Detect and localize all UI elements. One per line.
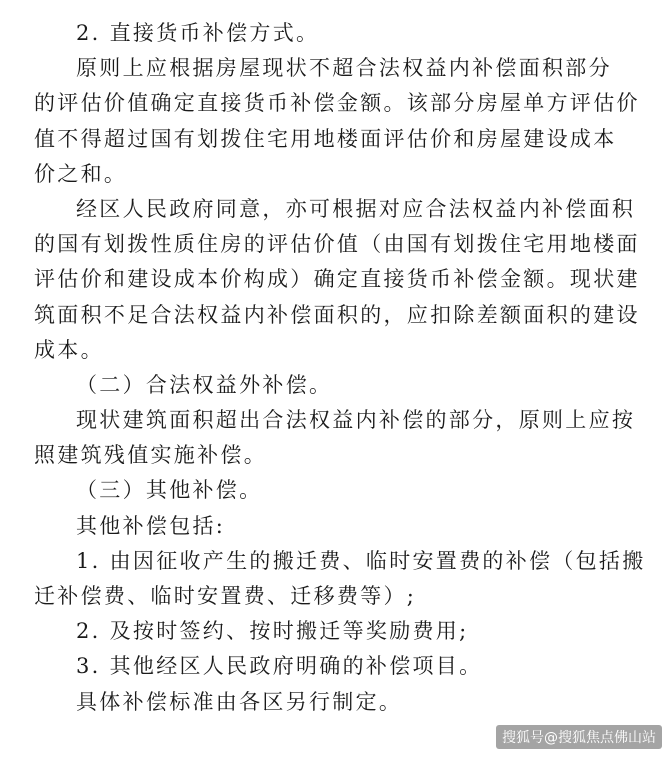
paragraph-line: 照建筑残值实施补偿。 bbox=[34, 443, 267, 468]
paragraph-line: 成本。 bbox=[34, 337, 104, 362]
heading-outside-legal-rights: （二）合法权益外补偿。 bbox=[76, 372, 333, 397]
paragraph-line: 筑面积不足合法权益内补偿面积的，应扣除差额面积的建设 bbox=[34, 302, 640, 327]
paragraph-line: 原则上应根据房屋现状不超合法权益内补偿面积部分 bbox=[76, 56, 612, 81]
paragraph-line: 具体补偿标准由各区另行制定。 bbox=[76, 689, 403, 714]
paragraph-line: 评估价和建设成本价构成）确定直接货币补偿金额。现状建 bbox=[34, 267, 640, 292]
list-item-continuation: 迁补偿费、临时安置费、迁移费等）; bbox=[34, 584, 417, 608]
list-item: 3. 其他经区人民政府明确的补偿项目。 bbox=[76, 654, 483, 679]
list-item: 1. 由因征收产生的搬迁费、临时安置费的补偿（包括搬 bbox=[76, 548, 646, 573]
paragraph-line: 现状建筑面积超出合法权益内补偿的部分，原则上应按 bbox=[76, 408, 636, 433]
list-item: 2. 及按时签约、按时搬迁等奖励费用; bbox=[76, 619, 469, 644]
paragraph-line: 经区人民政府同意，亦可根据对应合法权益内补偿面积 bbox=[76, 196, 636, 221]
heading-direct-monetary-compensation: 2. 直接货币补偿方式。 bbox=[76, 21, 320, 45]
document-body bbox=[34, 16, 646, 720]
heading-other-compensation: （三）其他补偿。 bbox=[76, 478, 263, 503]
paragraph-line: 其他补偿包括: bbox=[76, 513, 226, 538]
paragraph-line: 的评估价值确定直接货币补偿金额。该部分房屋单方评估价 bbox=[34, 91, 640, 116]
paragraph-line: 价之和。 bbox=[34, 161, 128, 186]
paragraph-line: 的国有划拨性质住房的评估价值（由国有划拨住宅用地楼面 bbox=[34, 232, 640, 257]
paragraph-line: 值不得超过国有划拨住宅用地楼面评估价和房屋建设成本 bbox=[34, 126, 617, 151]
watermark: 搜狐号@搜狐焦点佛山站 bbox=[496, 725, 662, 749]
